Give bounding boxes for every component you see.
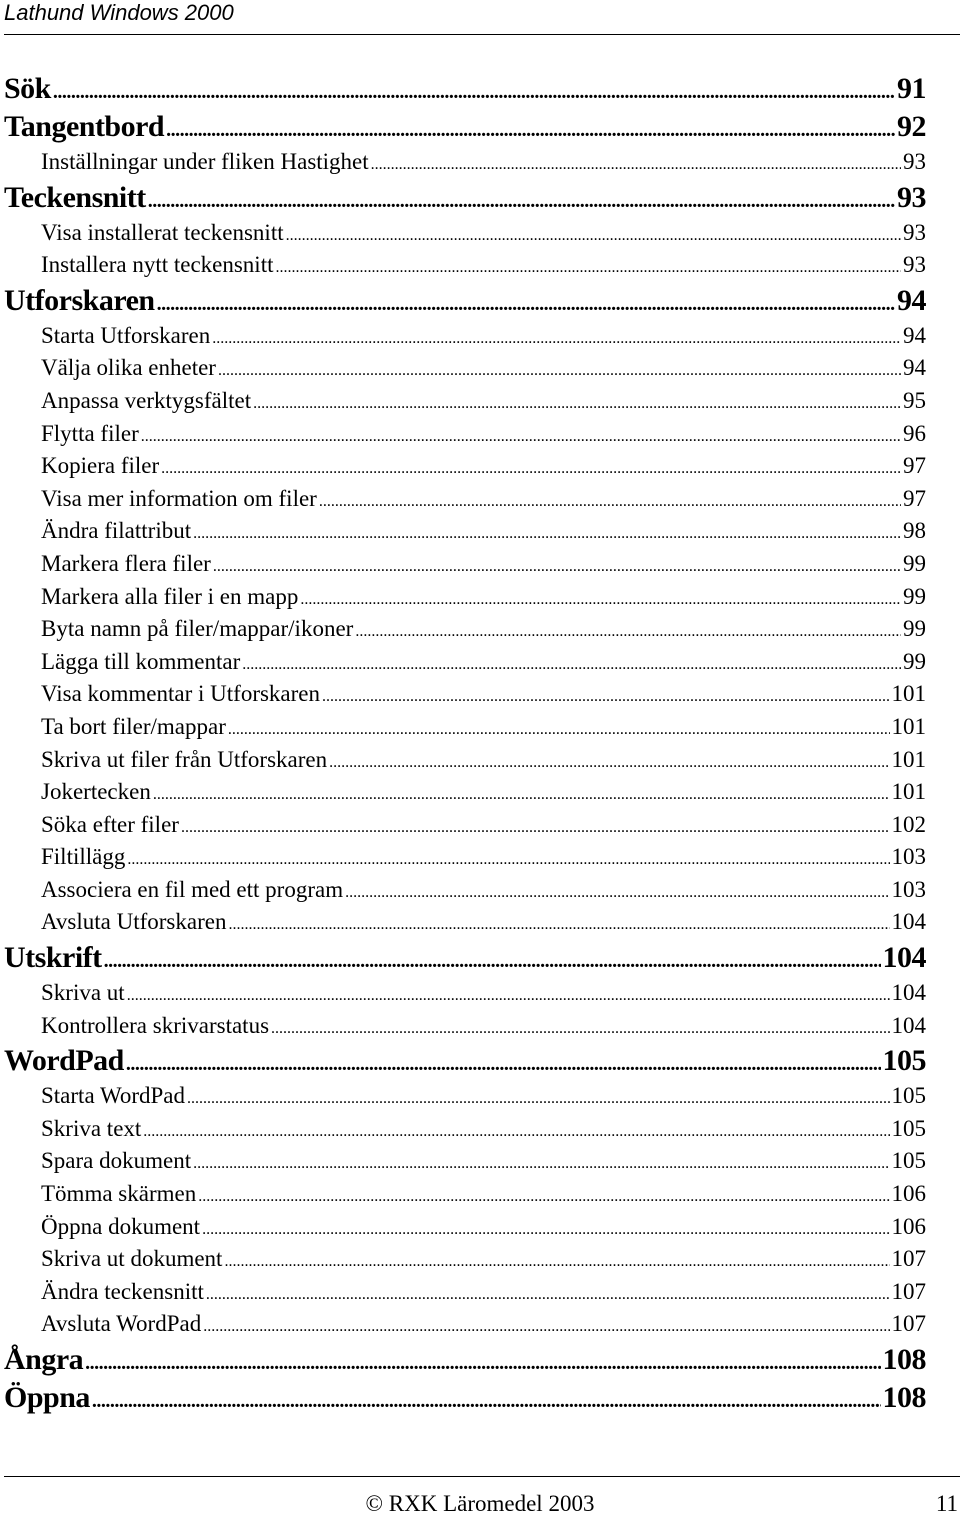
dot-leader: [253, 388, 901, 421]
toc-heading-entry[interactable]: [0, 108, 926, 146]
toc-heading-entry[interactable]: [0, 1042, 926, 1080]
dot-leader: [181, 812, 890, 845]
toc-entry-page: 91: [897, 72, 926, 105]
toc-entry-page: 99: [903, 550, 926, 576]
toc-heading-entry[interactable]: [0, 1379, 926, 1417]
toc-entry-label: Ändra teckensnitt: [41, 1278, 204, 1304]
dot-leader: [319, 486, 901, 519]
dot-leader: [300, 584, 901, 617]
running-header: Lathund Windows 2000: [4, 0, 234, 25]
toc-entry-page: 92: [897, 110, 926, 143]
toc-subentry[interactable]: [0, 906, 926, 939]
toc-entry-label: Öppna dokument: [41, 1213, 201, 1239]
dot-leader: [228, 714, 890, 747]
toc-subentry[interactable]: [0, 646, 926, 679]
toc-entry-page: 99: [903, 583, 926, 609]
dot-leader: [166, 111, 895, 149]
dot-leader: [53, 73, 895, 111]
dot-leader: [355, 616, 901, 649]
toc-entry-label: Utskrift: [4, 941, 102, 975]
toc-entry-page: 105: [882, 1044, 926, 1078]
toc-entry-label: Jokertecken: [41, 779, 151, 805]
toc-subentry[interactable]: [0, 249, 926, 282]
toc-entry-label: Kontrollera skrivarstatus: [41, 1012, 270, 1038]
toc-entry-label: WordPad: [4, 1044, 124, 1078]
toc-entry-page: 104: [891, 1012, 926, 1038]
toc-entry-label: Sök: [4, 72, 51, 105]
toc-entry-label: Ta bort filer/mappar: [41, 713, 226, 739]
header-rule: [4, 34, 960, 35]
toc-entry-page: 104: [882, 941, 926, 975]
dot-leader: [224, 1246, 889, 1279]
toc-entry-label: Anpassa verktygsfältet: [41, 387, 252, 413]
dot-leader: [203, 1311, 889, 1344]
dot-leader: [187, 1083, 889, 1116]
dot-leader: [104, 942, 881, 980]
toc-subentry[interactable]: [0, 146, 926, 179]
page-footer: [0, 1490, 960, 1518]
toc-entry-page: 101: [891, 779, 926, 805]
toc-subentry[interactable]: [0, 320, 926, 353]
toc-entry-page: 96: [903, 420, 926, 446]
toc-subentry[interactable]: [0, 515, 926, 548]
toc-entry-label: Markera flera filer: [41, 550, 211, 576]
toc-entry-page: 101: [891, 681, 926, 707]
toc-entry-page: 94: [903, 322, 926, 348]
toc-entry-page: 95: [903, 387, 926, 413]
toc-entry-label: Visa installerat teckensnitt: [41, 219, 284, 245]
toc-entry-page: 106: [891, 1181, 926, 1207]
toc-entry-label: Spara dokument: [41, 1148, 192, 1174]
footer-rule: [4, 1476, 960, 1477]
dot-leader: [127, 980, 890, 1013]
toc-entry-label: Ångra: [4, 1343, 84, 1376]
toc-subentry[interactable]: [0, 450, 926, 483]
toc-entry-page: 105: [891, 1083, 926, 1109]
toc-subentry[interactable]: [0, 809, 926, 842]
toc-entry-page: 93: [903, 149, 926, 174]
toc-subentry[interactable]: [0, 977, 926, 1010]
toc-entry-page: 101: [891, 746, 926, 772]
toc-entry-label: Installera nytt teckensnitt: [41, 252, 274, 278]
dot-leader: [242, 649, 901, 682]
toc-entry-page: 94: [897, 283, 926, 317]
toc-entry-label: Tömma skärmen: [41, 1181, 197, 1207]
copyright-notice: © RXK Läromedel 2003: [365, 1491, 595, 1516]
toc-entry-label: Söka efter filer: [41, 811, 179, 837]
toc-entry-page: 97: [903, 453, 926, 479]
toc-entry-page: 94: [903, 355, 926, 381]
dot-leader: [161, 453, 901, 486]
toc-subentry[interactable]: [0, 711, 926, 744]
toc-subentry[interactable]: [0, 1145, 926, 1178]
toc-heading-entry[interactable]: [0, 179, 926, 217]
toc-subentry[interactable]: [0, 744, 926, 777]
toc-entry-label: Skriva text: [41, 1115, 142, 1141]
toc-subentry[interactable]: [0, 581, 926, 614]
dot-leader: [141, 421, 901, 454]
toc-subentry[interactable]: [0, 1276, 926, 1309]
toc-subentry[interactable]: [0, 613, 926, 646]
toc-entry-label: Avsluta Utforskaren: [41, 909, 227, 935]
toc-subentry[interactable]: [0, 1211, 926, 1244]
table-of-contents: [0, 70, 926, 1417]
toc-subentry[interactable]: [0, 1308, 926, 1341]
toc-subentry[interactable]: [0, 385, 926, 418]
dot-leader: [148, 182, 895, 220]
toc-entry-page: 106: [891, 1213, 926, 1239]
dot-leader: [322, 681, 889, 714]
toc-entry-label: Skriva ut filer från Utforskaren: [41, 746, 328, 772]
toc-subentry[interactable]: [0, 776, 926, 809]
toc-entry-label: Välja olika enheter: [41, 355, 216, 381]
toc-entry-page: 107: [891, 1311, 926, 1337]
toc-entry-label: Visa kommentar i Utforskaren: [41, 681, 321, 707]
toc-entry-page: 102: [891, 811, 926, 837]
toc-subentry[interactable]: [0, 678, 926, 711]
toc-entry-page: 107: [891, 1278, 926, 1304]
dot-leader: [143, 1116, 889, 1149]
toc-subentry[interactable]: [0, 1243, 926, 1276]
page-number: 11: [935, 1491, 958, 1516]
toc-subentry[interactable]: [0, 1010, 926, 1043]
toc-subentry[interactable]: [0, 418, 926, 451]
dot-leader: [85, 1344, 880, 1382]
toc-entry-page: 93: [897, 180, 926, 214]
dot-leader: [371, 149, 901, 182]
toc-entry-label: Visa mer information om filer: [41, 485, 317, 511]
dot-leader: [345, 877, 889, 910]
dot-leader: [275, 252, 901, 285]
toc-subentry[interactable]: [0, 483, 926, 516]
dot-leader: [126, 1045, 881, 1083]
toc-entry-page: 104: [891, 980, 926, 1006]
dot-leader: [193, 1148, 889, 1181]
toc-heading-entry[interactable]: [0, 939, 926, 977]
toc-entry-label: Skriva ut: [41, 980, 125, 1006]
dot-leader: [329, 747, 889, 780]
toc-entry-label: Kopiera filer: [41, 453, 160, 479]
toc-entry-label: Ändra filattribut: [41, 518, 192, 544]
toc-entry-label: Starta WordPad: [41, 1083, 186, 1109]
toc-entry-label: Öppna: [4, 1381, 90, 1414]
toc-entry-label: Byta namn på filer/mappar/ikoner: [41, 616, 354, 642]
toc-entry-page: 103: [891, 876, 926, 902]
toc-entry-page: 97: [903, 485, 926, 511]
toc-subentry[interactable]: [0, 1113, 926, 1146]
toc-subentry[interactable]: [0, 217, 926, 250]
toc-entry-page: 104: [891, 909, 926, 935]
toc-subentry[interactable]: [0, 1178, 926, 1211]
toc-subentry[interactable]: [0, 841, 926, 874]
toc-entry-label: Flytta filer: [41, 420, 139, 446]
toc-entry-label: Filtillägg: [41, 844, 126, 870]
dot-leader: [202, 1214, 889, 1247]
dot-leader: [206, 1279, 890, 1312]
dot-leader: [286, 220, 901, 253]
toc-entry-page: 107: [891, 1246, 926, 1272]
toc-entry-label: Associera en fil med ett program: [41, 876, 344, 902]
toc-entry-page: 105: [891, 1115, 926, 1141]
dot-leader: [213, 551, 901, 584]
dot-leader: [92, 1382, 881, 1420]
toc-entry-label: Avsluta WordPad: [41, 1311, 202, 1337]
toc-entry-page: 105: [891, 1148, 926, 1174]
toc-heading-entry[interactable]: [0, 282, 926, 320]
dot-leader: [153, 779, 890, 812]
toc-entry-page: 99: [903, 616, 926, 642]
dot-leader: [157, 285, 895, 323]
toc-entry-label: Tangentbord: [4, 110, 165, 143]
toc-heading-entry[interactable]: [0, 1341, 926, 1379]
toc-entry-page: 103: [891, 844, 926, 870]
dot-leader: [198, 1181, 889, 1214]
dot-leader: [212, 323, 901, 356]
dot-leader: [271, 1013, 889, 1046]
toc-entry-label: Markera alla filer i en mapp: [41, 583, 299, 609]
toc-entry-page: 108: [882, 1381, 926, 1414]
toc-subentry[interactable]: [0, 1080, 926, 1113]
toc-entry-label: Lägga till kommentar: [41, 648, 241, 674]
toc-entry-label: Skriva ut dokument: [41, 1246, 223, 1272]
toc-entry-label: Teckensnitt: [4, 180, 146, 214]
dot-leader: [193, 518, 901, 551]
dot-leader: [127, 844, 889, 877]
toc-subentry[interactable]: [0, 352, 926, 385]
toc-entry-page: 98: [903, 518, 926, 544]
dot-leader: [218, 355, 901, 388]
toc-entry-page: 93: [903, 219, 926, 245]
toc-entry-page: 93: [903, 252, 926, 278]
toc-entry-page: 101: [891, 713, 926, 739]
toc-entry-label: Utforskaren: [4, 283, 155, 317]
toc-entry-label: Inställningar under fliken Hastighet: [41, 149, 369, 174]
toc-subentry[interactable]: [0, 874, 926, 907]
toc-entry-page: 108: [882, 1343, 926, 1376]
toc-heading-entry[interactable]: [0, 70, 926, 108]
toc-entry-page: 99: [903, 648, 926, 674]
dot-leader: [228, 909, 889, 942]
toc-entry-label: Starta Utforskaren: [41, 322, 211, 348]
toc-subentry[interactable]: [0, 548, 926, 581]
